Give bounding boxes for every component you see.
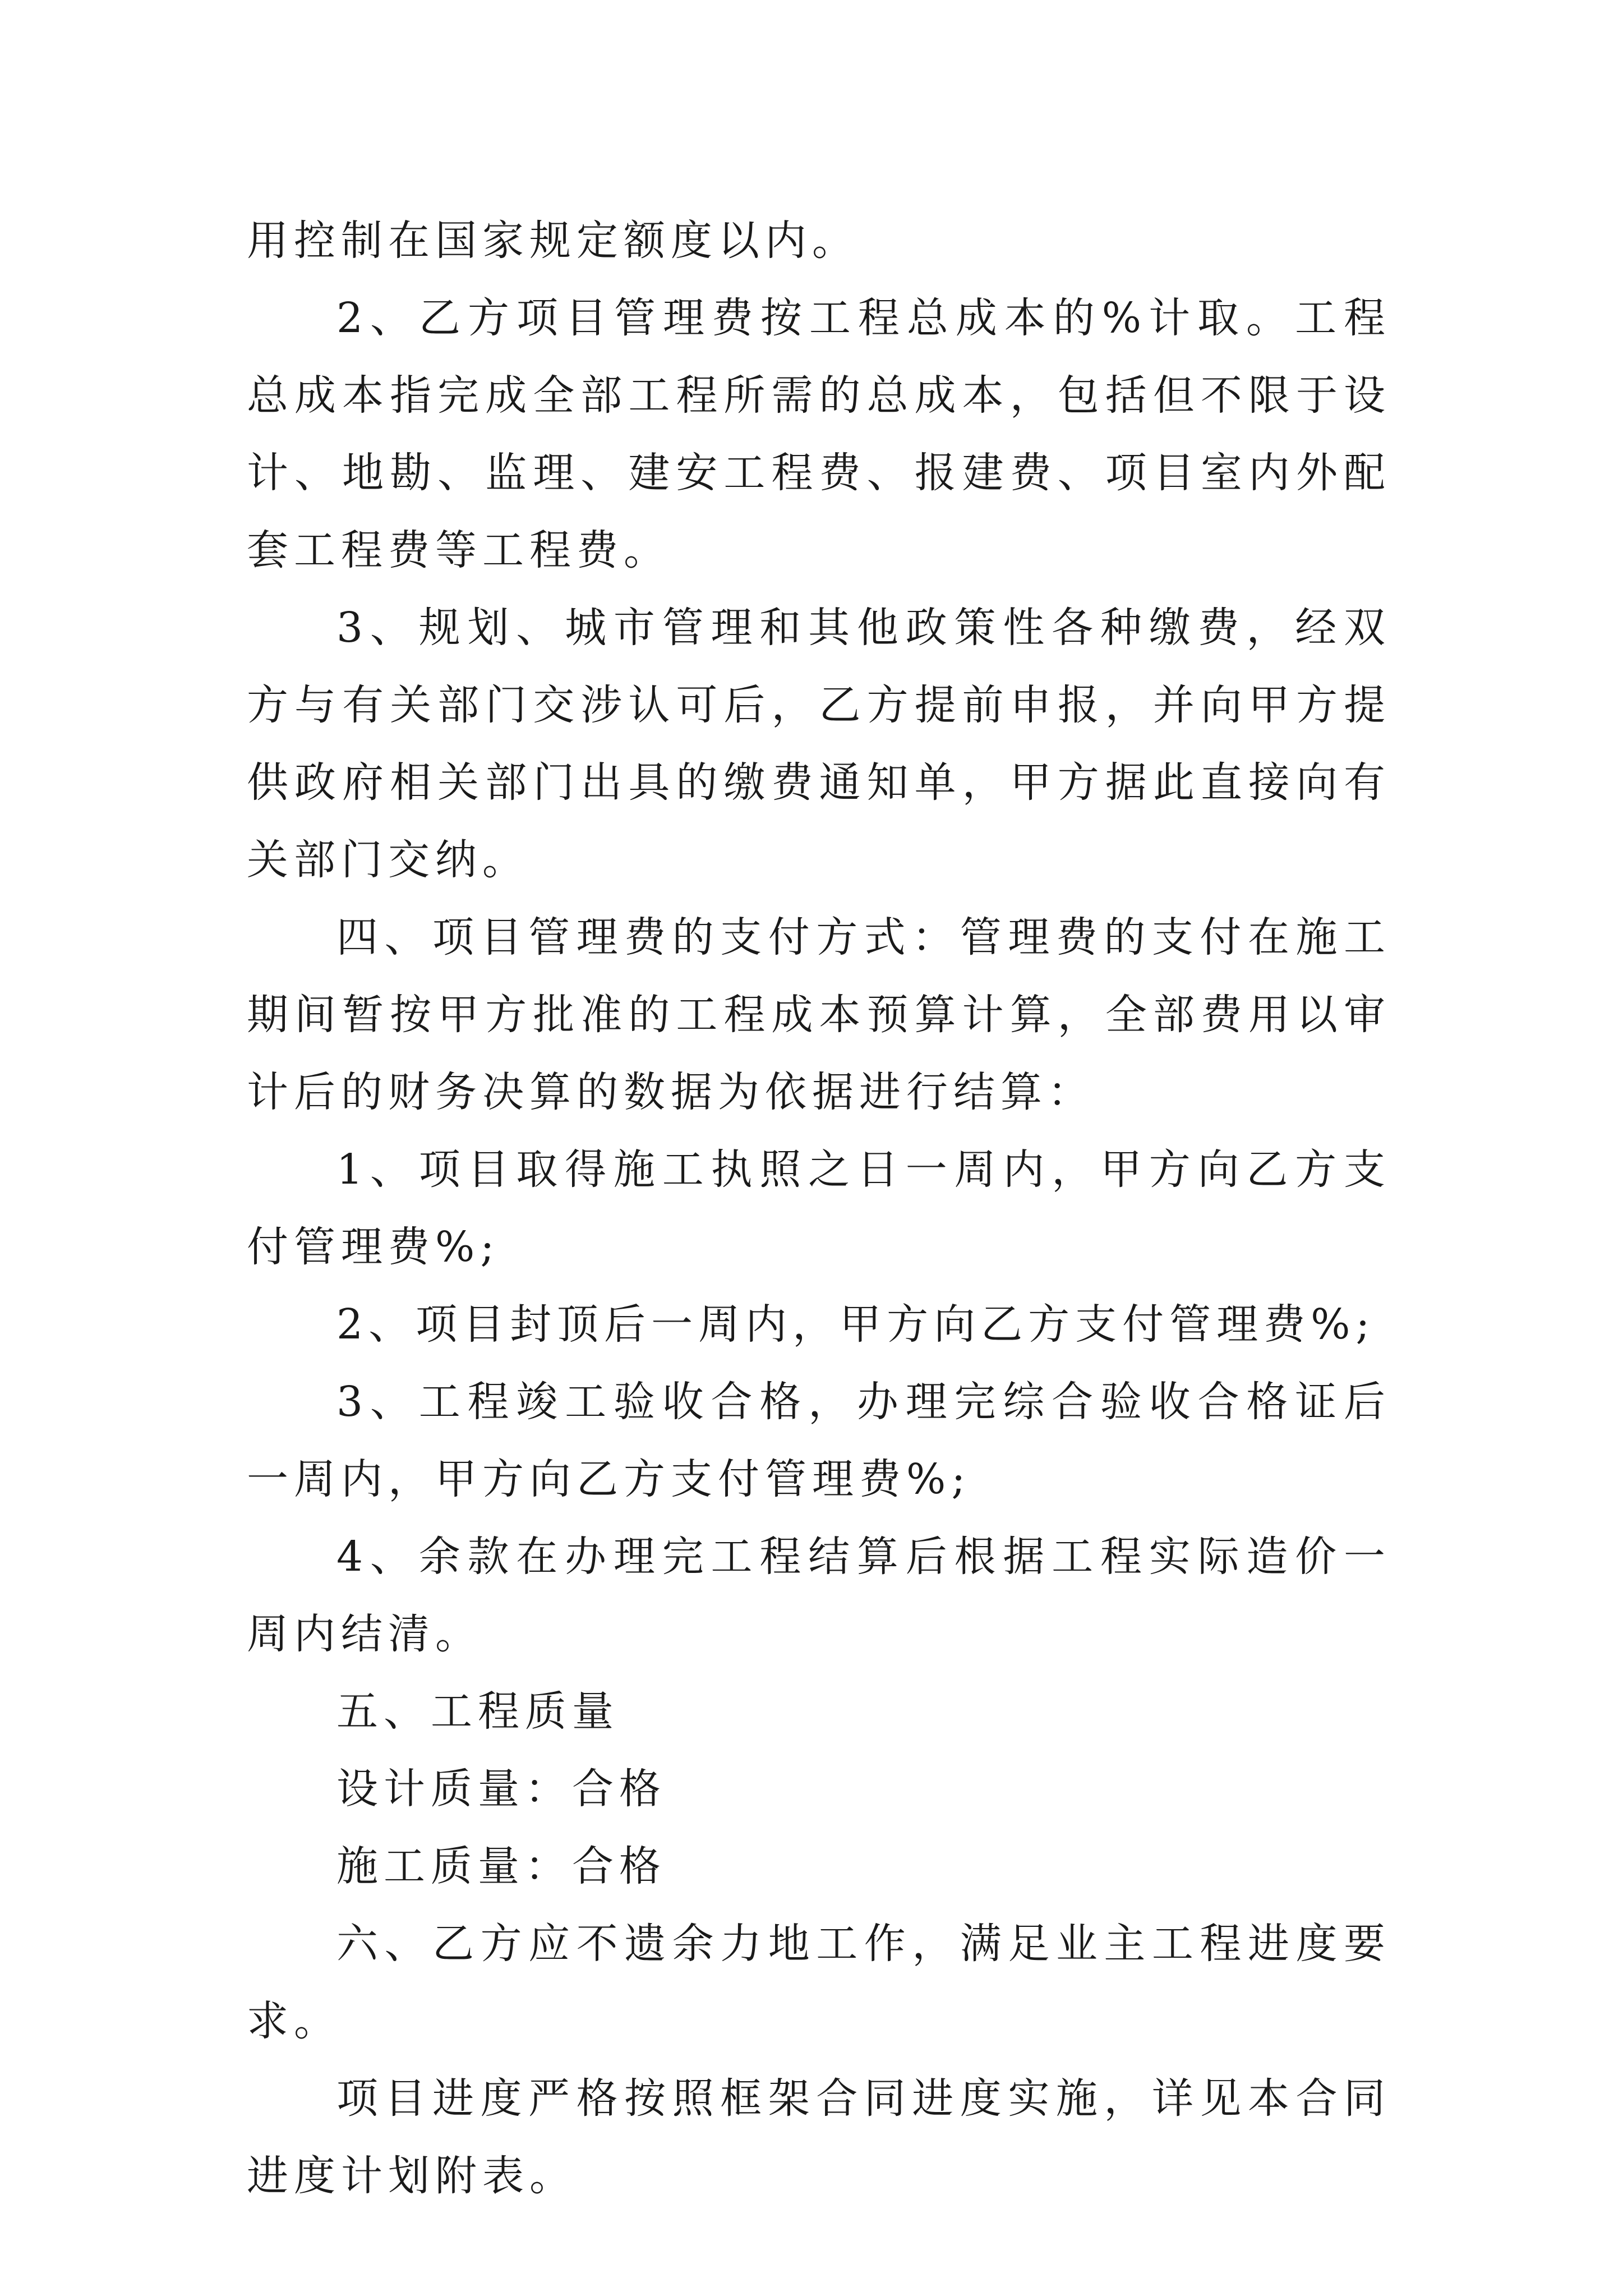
paragraph-clause-2-management-fee: 2、乙方项目管理费按工程总成本的%计取。工程总成本指完成全部工程所需的总成本，包括但不限于设计、地勘、监理、建安工程费、报建费、项目室内外配套工程费等工程费。 bbox=[247, 294, 1391, 574]
paragraph-clause-3-fees: 3、规划、城市管理和其他政策性各种缴费，经双方与有关部门交涉认可后，乙方提前申报，并向甲方提供政府相关部门出具的缴费通知单，甲方据此直接向有关部门交纳。 bbox=[247, 604, 1391, 884]
paragraph-schedule: 项目进度严格按照框架合同进度实施，详见本合同进度计划附表。 bbox=[247, 2074, 1391, 2200]
paragraph-construction-quality: 施工质量：合格 bbox=[336, 1842, 666, 1890]
paragraph-section-4-payment: 四、项目管理费的支付方式：管理费的支付在施工期间暂按甲方批准的工程成本预算计算，全部费用以审计后的财务决算的数据为依据进行结算： bbox=[247, 913, 1391, 1116]
paragraph-payment-3: 3、工程竣工验收合格，办理完综合验收合格证后一周内，甲方向乙方支付管理费%; bbox=[247, 1378, 1391, 1503]
paragraph-design-quality: 设计质量：合格 bbox=[336, 1765, 666, 1813]
paragraph-section-6-progress: 六、乙方应不遗余力地工作，满足业主工程进度要求。 bbox=[247, 1920, 1391, 2045]
paragraph-payment-4: 4、余款在办理完工程结算后根据工程实际造价一周内结清。 bbox=[247, 1533, 1391, 1658]
paragraph-payment-2: 2、项目封顶后一周内，甲方向乙方支付管理费%; bbox=[336, 1300, 1376, 1349]
paragraph-payment-1: 1、项目取得施工执照之日一周内，甲方向乙方支付管理费%; bbox=[247, 1145, 1391, 1271]
document-body bbox=[247, 202, 1391, 2215]
paragraph-section-5-quality: 五、工程质量 bbox=[336, 1687, 619, 1736]
paragraph-continuation: 用控制在国家规定额度以内。 bbox=[247, 217, 859, 265]
